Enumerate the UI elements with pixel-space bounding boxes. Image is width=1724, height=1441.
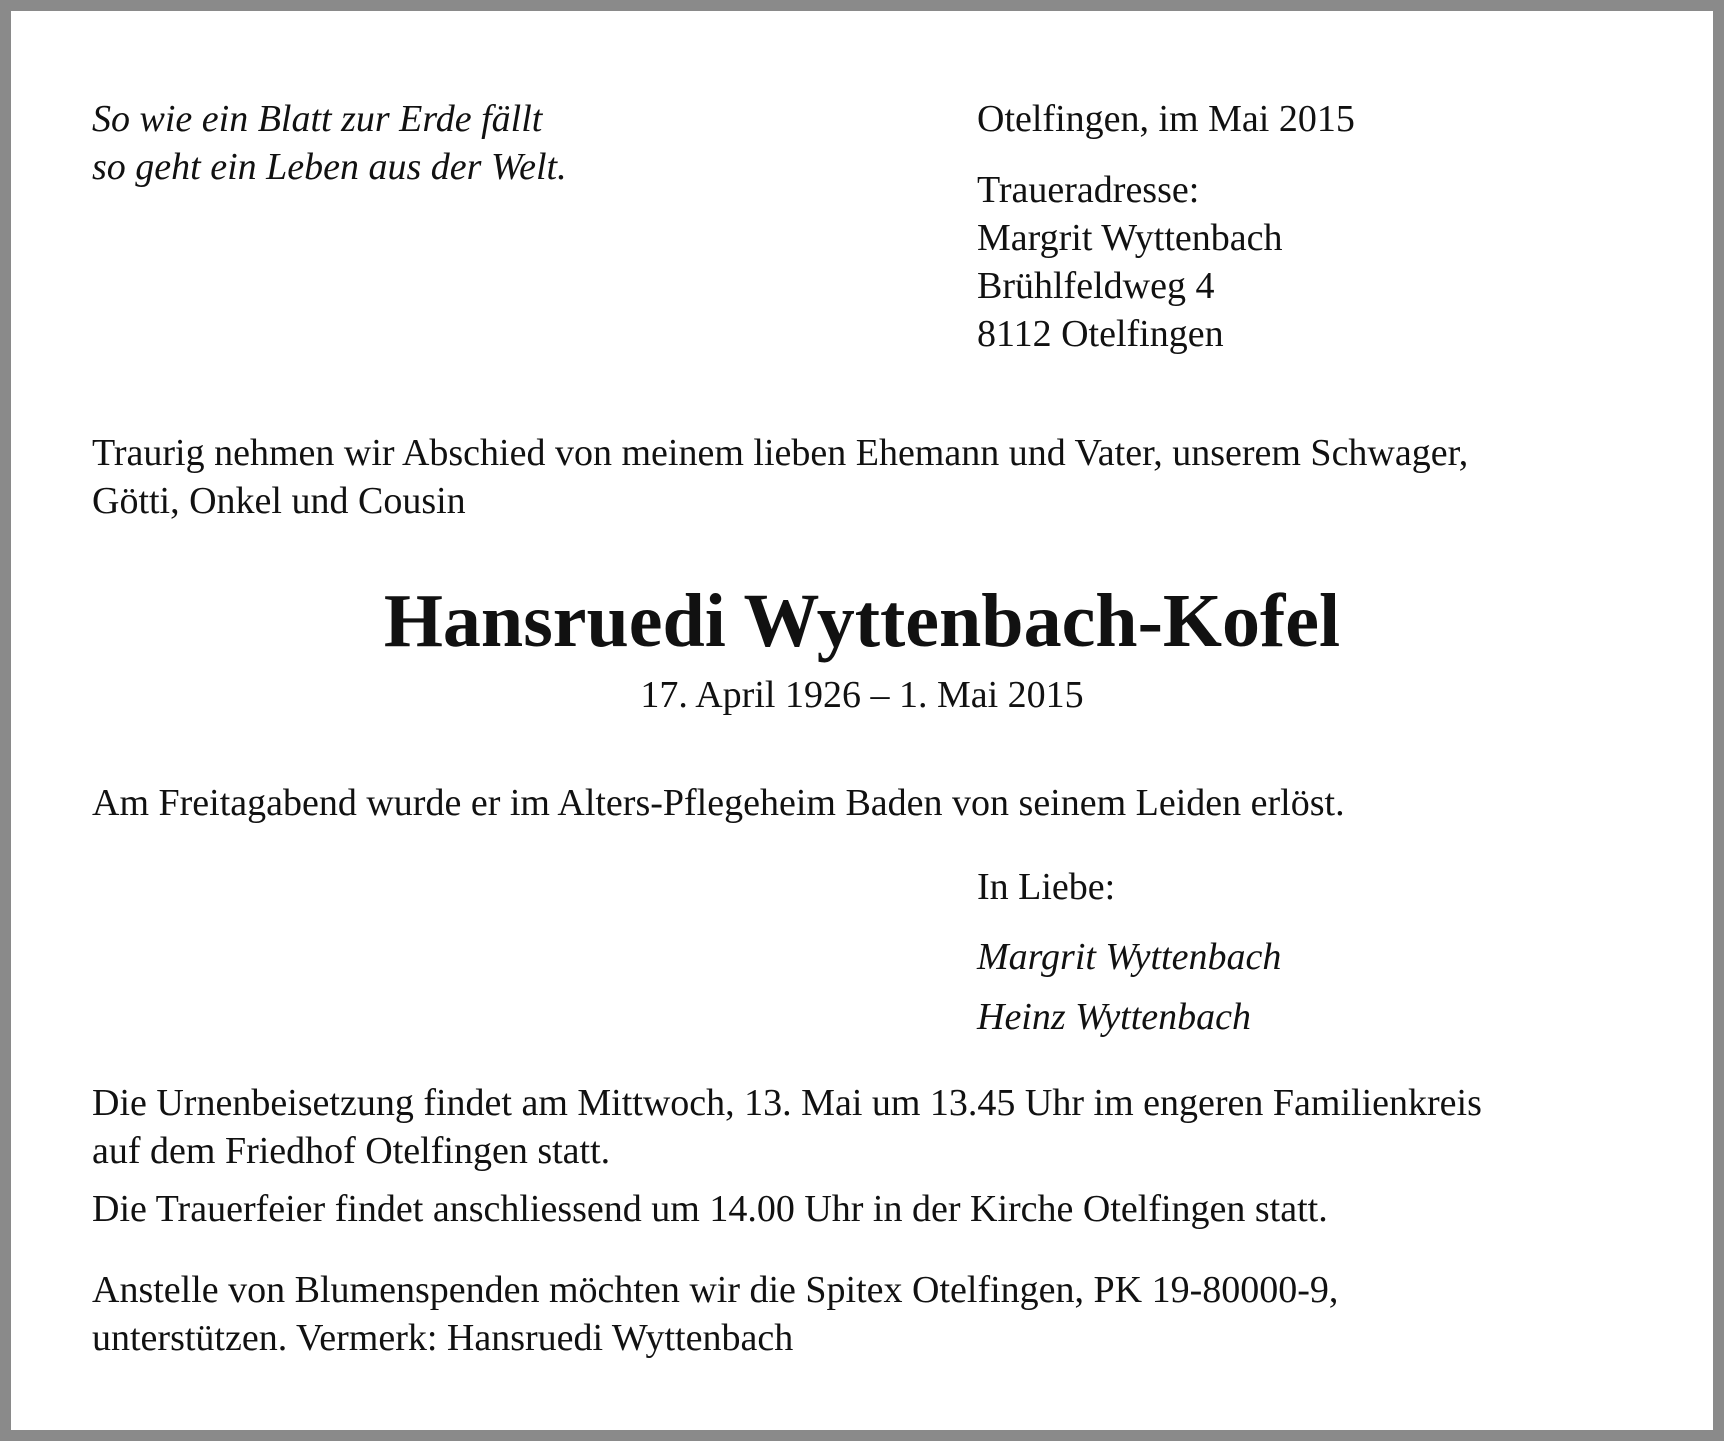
motto-line-2: so geht ein Leben aus der Welt. — [92, 146, 567, 188]
intro-line-2: Götti, Onkel und Cousin — [92, 480, 466, 522]
address-street: Brühlfeldweg 4 — [977, 265, 1215, 307]
donation-line-1: Anstelle von Blumenspenden möchten wir die Spitex Otelfingen, PK 19-80000-9, — [92, 1269, 1339, 1311]
donation-text — [92, 1266, 1338, 1362]
intro-text — [92, 429, 1652, 525]
motto-verse — [92, 95, 567, 191]
intro-line-1: Traurig nehmen wir Abschied von meinem lieben Ehemann und Vater, unserem Schwager, — [92, 432, 1469, 474]
obituary-page — [11, 11, 1713, 1430]
motto-line-1: So wie ein Blatt zur Erde fällt — [92, 98, 543, 140]
address-label: Traueradresse: — [977, 169, 1200, 211]
donation-line-2: unterstützen. Vermerk: Hansruedi Wyttenbach — [92, 1317, 794, 1359]
urn-line-2: auf dem Friedhof Otelfingen statt. — [92, 1130, 611, 1172]
address-name: Margrit Wyttenbach — [977, 217, 1283, 259]
place-date: Otelfingen, im Mai 2015 — [977, 98, 1355, 140]
deceased-name: Hansruedi Wyttenbach-Kofel — [383, 579, 1341, 663]
ceremony-text: Die Trauerfeier findet anschliessend um 14.00 Uhr in der Kirche Otelfingen statt. — [92, 1188, 1328, 1230]
mourning-address — [977, 166, 1283, 358]
signature-1: Margrit Wyttenbach — [977, 936, 1282, 978]
passing-text: Am Freitagabend wurde er im Alters-Pflegeheim Baden von seinem Leiden erlöst. — [92, 782, 1345, 824]
urn-line-1: Die Urnenbeisetzung findet am Mittwoch, 13. Mai um 13.45 Uhr im engeren Familienkreis — [92, 1082, 1482, 1124]
closing-greeting: In Liebe: — [977, 866, 1116, 908]
life-dates: 17. April 1926 – 1. Mai 2015 — [640, 674, 1084, 716]
signature-2: Heinz Wyttenbach — [977, 996, 1252, 1038]
urn-burial-text — [92, 1079, 1652, 1175]
address-city: 8112 Otelfingen — [977, 313, 1224, 355]
